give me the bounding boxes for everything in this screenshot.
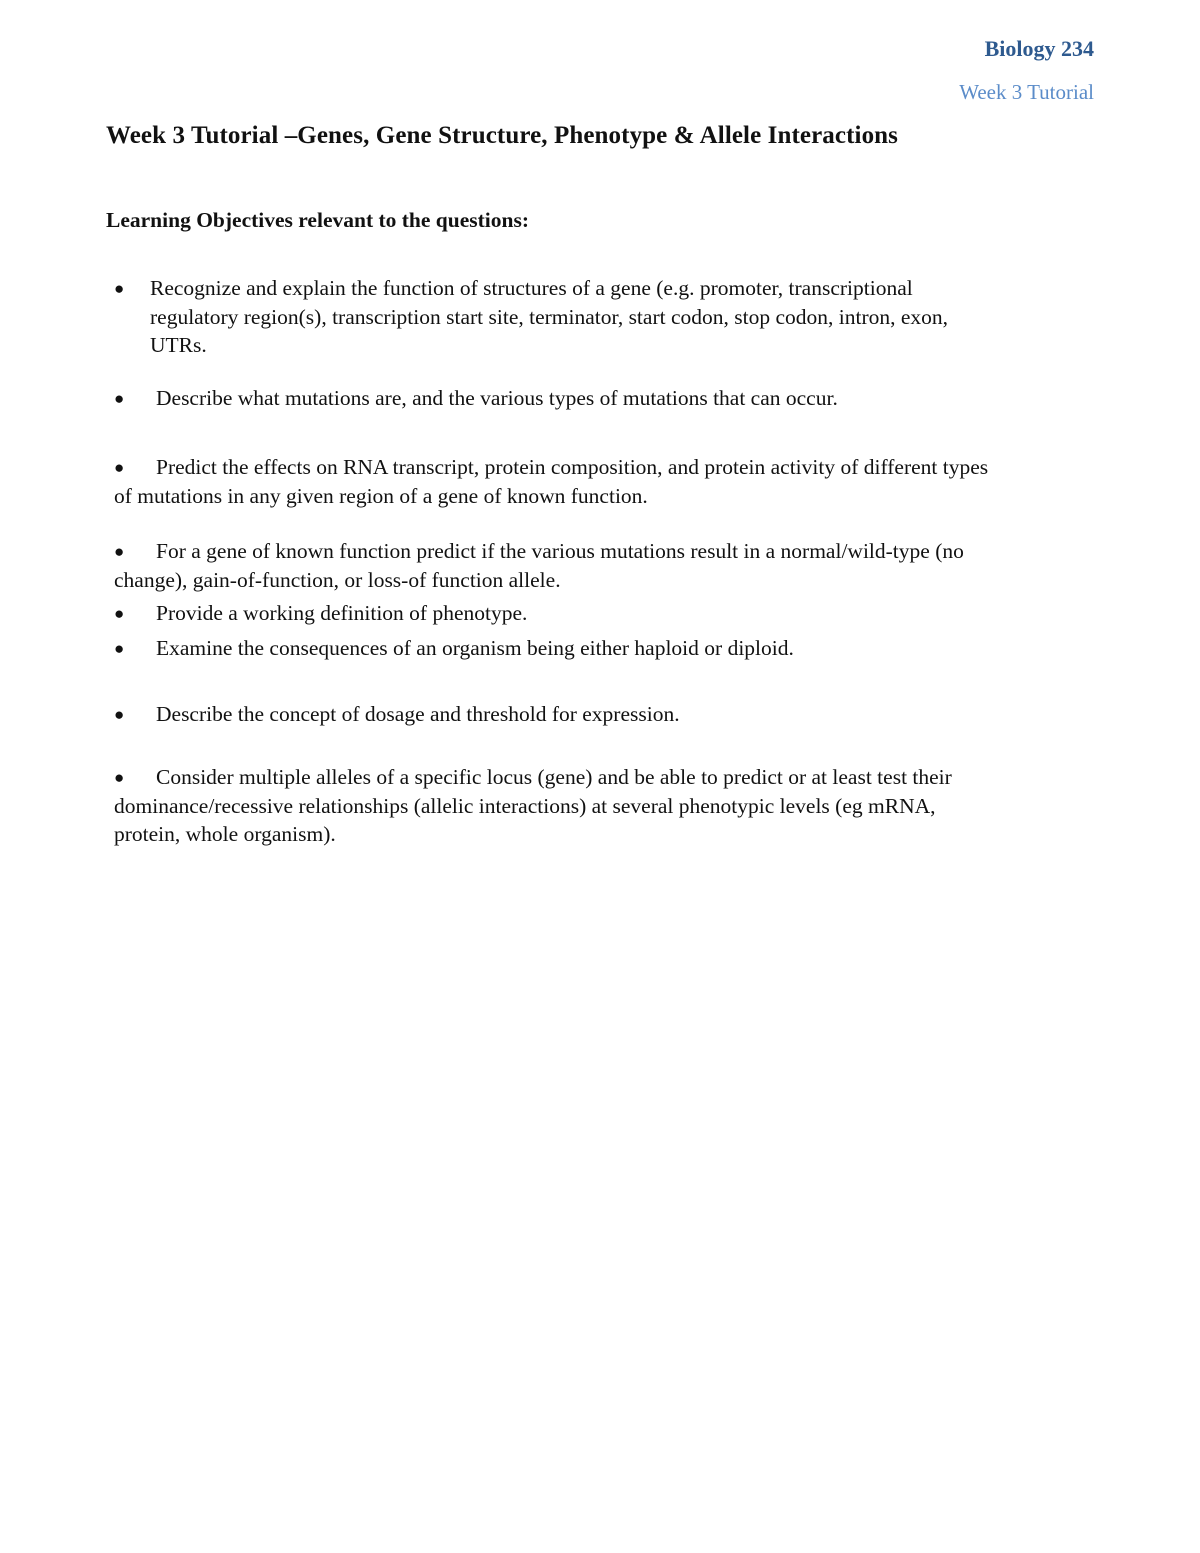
bullet-icon: ● — [114, 389, 125, 408]
objective-text: Examine the consequences of an organism being either haploid or diploid. — [156, 636, 794, 660]
objective-text: Recognize and explain the function of structures of a gene (e.g. promoter, transcriptional regulatory region(s), transcription start site, terminator, start codon, stop codon, intron, exon, UTRs. — [150, 276, 949, 357]
objective-text: Describe what mutations are, and the various types of mutations that can occur. — [156, 386, 838, 410]
objective-text: Predict the effects on RNA transcript, protein composition, and protein activity of different types of mutations in any given region of a gene of known function. — [114, 455, 989, 508]
bullet-icon: ● — [114, 279, 125, 298]
objectives-heading: Learning Objectives relevant to the questions: — [106, 208, 529, 232]
objective-item — [114, 599, 994, 628]
bullet-icon: ● — [114, 639, 125, 658]
course-header: Biology 234 — [984, 36, 1094, 61]
objective-text: Consider multiple alleles of a specific locus (gene) and be able to predict or at least test their dominance/recessive relationships (allelic interactions) at several phenotypic levels (eg mRNA, protein, whole organism). — [114, 765, 952, 846]
objective-item — [114, 453, 994, 510]
objective-item — [114, 537, 994, 594]
tutorial-subheader: Week 3 Tutorial — [959, 80, 1094, 104]
objective-text: For a gene of known function predict if the various mutations result in a normal/wild-type (no change), gain-of-function, or loss-of function allele. — [114, 539, 964, 592]
objective-item — [114, 763, 994, 848]
bullet-icon: ● — [114, 458, 125, 477]
objective-text: Provide a working definition of phenotype. — [156, 601, 528, 625]
objective-text: Describe the concept of dosage and threshold for expression. — [156, 702, 680, 726]
document-title: Week 3 Tutorial –Genes, Gene Structure, Phenotype & Allele Interactions — [106, 122, 898, 149]
objective-item — [114, 384, 994, 413]
objective-item — [114, 634, 994, 663]
bullet-icon: ● — [114, 768, 125, 787]
bullet-icon: ● — [114, 604, 125, 623]
objective-item — [114, 700, 994, 729]
bullet-icon: ● — [114, 542, 125, 561]
bullet-icon: ● — [114, 705, 125, 724]
objective-item — [114, 274, 990, 359]
